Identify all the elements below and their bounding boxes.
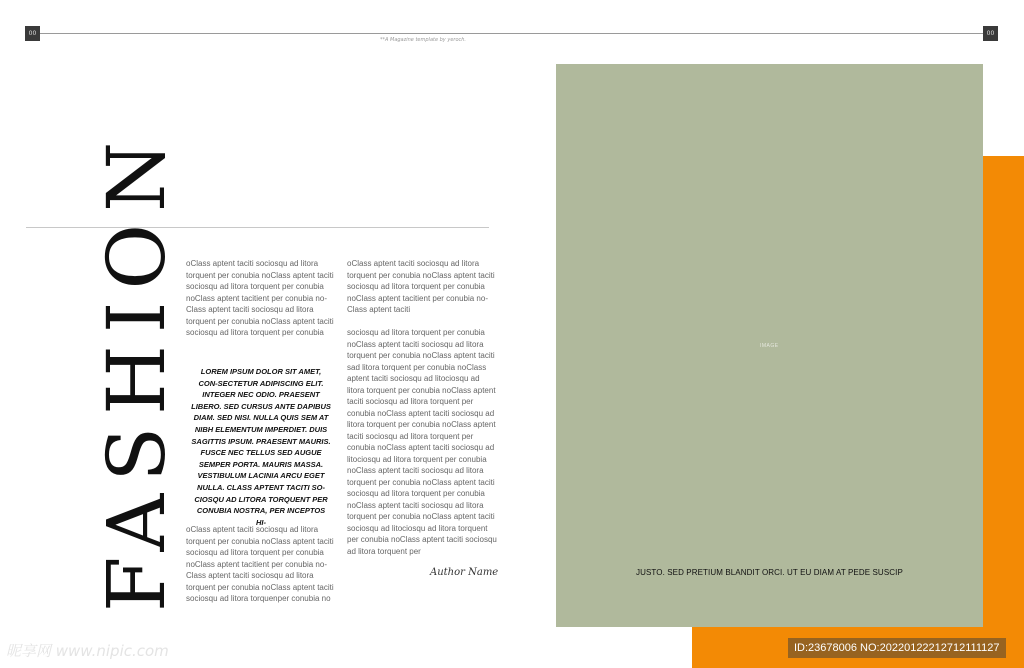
orange-accent-right — [983, 156, 1024, 668]
column1-paragraph-2: oClass aptent taciti sociosqu ad litora torquent per conubia noClass aptent taciti sociosqu ad litora torquent per conubia noClass aptent tacitient per conubia no-Class aptent taciti sociosqu ad litora torquent per conubia noClass aptent taciti sociosqu ad litora torquenper conubia no — [186, 525, 334, 603]
pull-quote: LOREM IPSUM DOLOR SIT AMET, CON-SECTETUR ADIPISCING ELIT. INTEGER NEC ODIO. PRAESENT LIBERO. SED CURSUS ANTE DAPIBUS DIAM. SED NISI. NULLA QUIS SEM AT NIBH ELEMENTUM IMPERDIET. DUIS SAGITTIS IPSUM. PRAESENT MAURIS. FUSCE NEC TELLUS SED AUGUE SEMPER PORTA. MAURIS MASSA. VESTIBULUM LACINIA ARCU EGET NULLA. CLASS APTENT TACITI SO-CIOSQU AD LITORA TORQUENT PER CONUBIA NOSTRA, PER INCEPTOS HI- — [191, 367, 331, 527]
page-number-left: 00 — [25, 26, 40, 41]
header-rule — [40, 33, 983, 34]
page-number-right: 00 — [983, 26, 998, 41]
watermark-text: 昵享网 www.nipic.com — [6, 642, 169, 660]
column2-paragraph-2: sociosqu ad litora torquent per conubia noClass aptent taciti sociosqu ad litora torquent per conubia noClass aptent taciti sad litora torquent per conubia noClass aptent taciti sociosqu ad litociosqu ad litora torquent per conubia noClass aptent taciti sociosqu ad litora torquent per conubia noClass aptent taciti sociosqu ad litora torquent per conubia noClass aptent taciti sociosqu ad litora torquent per conubia noClass aptent taciti sociosqu ad litociosqu ad litora torquent per conubia noClass aptent taciti sociosqu ad litora torquent per conubia noClass aptent taciti sociosqu ad litora torquent per conubia noClass aptent taciti sociosqu ad litora torquent per conubia noClass aptent taciti sociosqu ad litociosqu ad litora torquent per conubia noClass aptent taciti sociosqu ad litora torquent per — [347, 328, 497, 556]
author-signature: Author Name — [430, 567, 499, 578]
fashion-title: FASHION — [90, 129, 183, 612]
column1-paragraph-1: oClass aptent taciti sociosqu ad litora torquent per conubia noClass aptent taciti sociosqu ad litora torquent per conubia noClass aptent tacitient per conubia no-Class aptent taciti sociosqu ad litora torquent per conubia noClass aptent taciti sociosqu ad litora torquent per conubia — [186, 259, 334, 337]
watermark-id-bar: ID:23678006 NO:20220122212712111127 — [788, 638, 1006, 658]
template-credit: **A Magazine template by yeroch. — [380, 37, 467, 43]
column2-paragraph-1: oClass aptent taciti sociosqu ad litora torquent per conubia noClass aptent taciti sociosqu ad litora torquent per conubia noClass aptent tacitient per conubia no-Class aptent taciti — [347, 259, 495, 314]
image-label: IMAGE — [760, 343, 779, 349]
image-caption: JUSTO. SED PRETIUM BLANDIT ORCI. UT EU DIAM AT PEDE SUSCIP — [636, 568, 903, 577]
